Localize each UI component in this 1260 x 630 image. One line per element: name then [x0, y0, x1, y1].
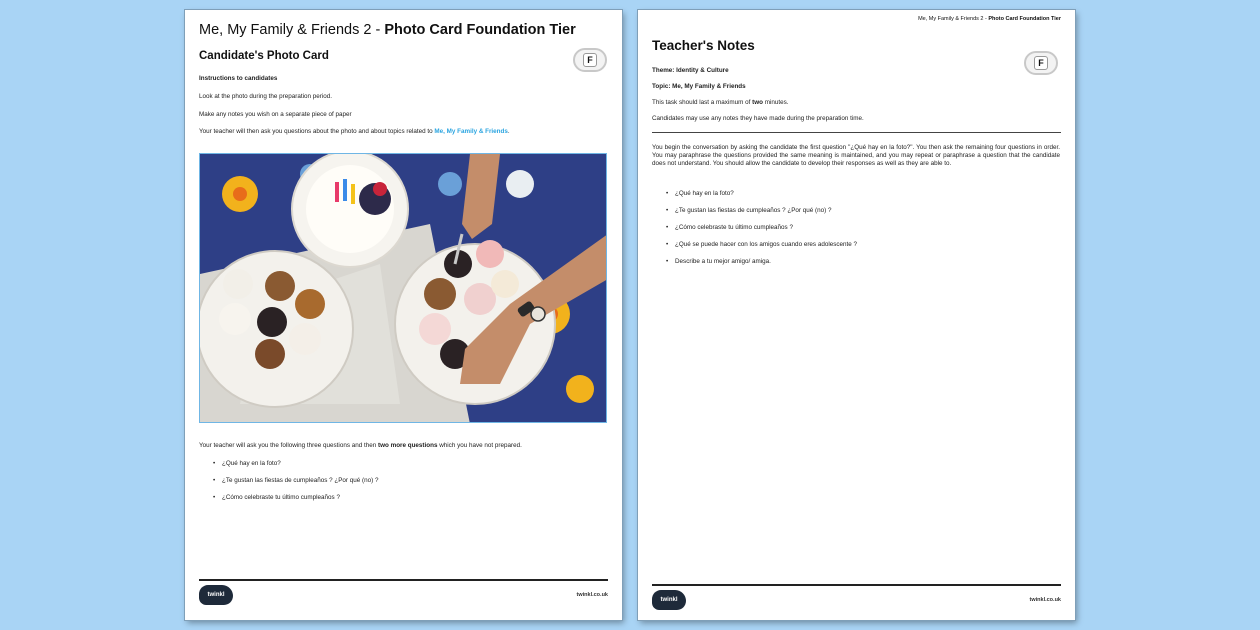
duration-bold: two	[752, 99, 763, 106]
topic-label: Topic: Me, My Family & Friends	[652, 83, 746, 90]
tier-badge	[1024, 51, 1058, 75]
teachers-notes-page	[638, 10, 1075, 620]
card-heading: Candidate's Photo Card	[199, 50, 329, 62]
site-url: twinkl.co.uk	[576, 592, 608, 598]
twinkl-logo: twinkl	[652, 590, 686, 610]
question-item: • ¿Cómo celebraste tu último cumpleaños ?	[666, 224, 1046, 232]
instructions-paragraph: You begin the conversation by asking the candidate the first question "¿Qué hay en la foto?". You then ask the remaining four questions in order. You may paraphrase the questions provided the same meaning is maintained, and you may repeat or paraphrase a question that the candidate does not understand. You should allow the candidate to develop their responses as well as they are able to.	[652, 144, 1060, 167]
teacher-question-list	[666, 190, 1046, 275]
theme-label: Theme: Identity & Culture	[652, 67, 729, 74]
photo-illustration	[200, 154, 607, 423]
title-bold: Photo Card Foundation Tier	[384, 22, 576, 38]
site-url: twinkl.co.uk	[1029, 597, 1061, 603]
questions-intro-prefix: Your teacher will ask you the following three questions and then	[199, 442, 377, 449]
duration-suffix: minutes.	[764, 99, 789, 106]
duration-prefix: This task should last a maximum of	[652, 99, 751, 106]
candidate-photo-card-page	[185, 10, 622, 620]
running-header	[918, 16, 1061, 22]
question-item: • ¿Qué hay en la foto?	[666, 190, 1046, 198]
tier-badge	[573, 48, 607, 72]
teachers-notes-title: Teacher's Notes	[652, 38, 755, 53]
question-item: • Describe a tu mejor amigo/ amiga.	[666, 258, 1046, 266]
party-food-photo	[199, 153, 607, 423]
instruction-line-1: Look at the photo during the preparation period.	[199, 93, 333, 100]
running-header-regular: Me, My Family & Friends 2 -	[918, 16, 987, 22]
instruction-topic-prefix: Your teacher will then ask you questions about the photo and about topics related to	[199, 128, 433, 135]
question-item: • ¿Te gustan las fiestas de cumpleaños ? ¿Por qué (no) ?	[213, 477, 593, 485]
questions-intro-bold: two more questions	[378, 442, 438, 449]
title-regular: Me, My Family & Friends 2 -	[199, 22, 381, 38]
running-header-bold: Photo Card Foundation Tier	[988, 16, 1061, 22]
footer-rule	[199, 579, 608, 581]
instruction-topic-suffix: .	[507, 128, 510, 135]
topic-link: Me, My Family & Friends	[434, 128, 508, 135]
page-title	[199, 22, 576, 38]
question-item: • ¿Cómo celebraste tu último cumpleaños ?	[213, 494, 593, 502]
question-item: • ¿Qué se puede hacer con los amigos cuando eres adolescente ?	[666, 241, 1046, 249]
instruction-line-3	[199, 128, 609, 136]
section-divider	[652, 132, 1061, 133]
duration-line	[652, 99, 789, 107]
tier-letter: F	[1034, 56, 1048, 70]
notes-line: Candidates may use any notes they have made during the preparation time.	[652, 115, 864, 122]
questions-intro	[199, 442, 609, 450]
twinkl-logo: twinkl	[199, 585, 233, 605]
instruction-line-2: Make any notes you wish on a separate piece of paper	[199, 111, 352, 118]
question-item: • ¿Qué hay en la foto?	[213, 460, 593, 468]
footer-rule	[652, 584, 1061, 586]
question-item: • ¿Te gustan las fiestas de cumpleaños ? ¿Por qué (no) ?	[666, 207, 1046, 215]
tier-letter: F	[583, 53, 597, 67]
questions-intro-suffix: which you have not prepared.	[439, 442, 522, 449]
candidate-question-list	[213, 460, 593, 511]
instructions-heading: Instructions to candidates	[199, 75, 278, 82]
